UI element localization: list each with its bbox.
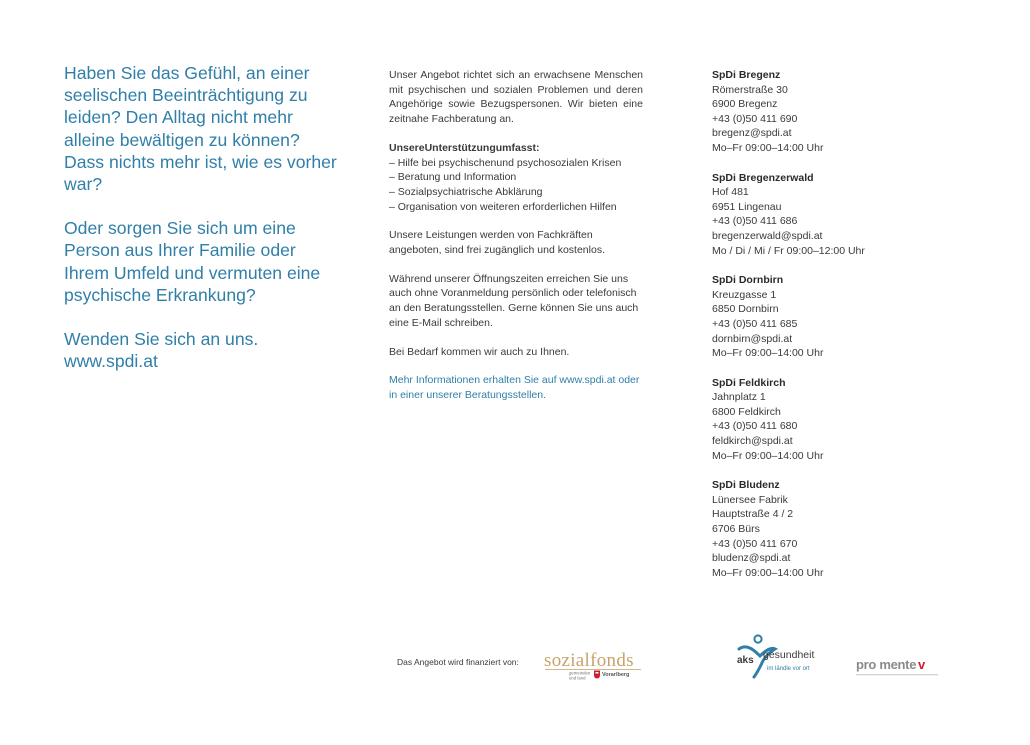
location-street: Römerstraße 30 [712, 83, 788, 96]
location-name: SpDi Feldkirch [712, 376, 786, 389]
pro-mente-logo [856, 654, 946, 689]
support-list [389, 156, 643, 215]
contact-call: Wenden Sie sich an uns. [64, 329, 259, 350]
location-email[interactable]: bregenz@spdi.at [712, 127, 792, 140]
location-dornbirn [712, 273, 912, 361]
location-hours: Mo–Fr 09:00–14:00 Uhr [712, 141, 824, 154]
aks-gesundheit-logo [737, 633, 827, 684]
location-street: Hof 481 [712, 186, 749, 199]
location-name: SpDi Bludenz [712, 479, 780, 492]
location-email[interactable]: feldkirch@spdi.at [712, 435, 793, 448]
location-city: 6900 Bregenz [712, 98, 778, 111]
location-street: Hauptstraße 4 / 2 [712, 508, 794, 521]
svg-text:im ländle vor ort: im ländle vor ort [767, 666, 810, 672]
svg-text:v: v [918, 657, 926, 672]
sozialfonds-logo [543, 645, 643, 690]
location-email[interactable]: bludenz@spdi.at [712, 552, 791, 565]
location-name: SpDi Dornbirn [712, 274, 784, 287]
location-city: 6850 Dornbirn [712, 303, 779, 316]
location-email[interactable]: dornbirn@spdi.at [712, 332, 793, 345]
website-link[interactable]: www.spdi.at [64, 351, 158, 372]
location-phone[interactable]: +43 (0)50 411 685 [712, 317, 798, 330]
location-bregenzerwald [712, 171, 912, 259]
svg-text:und land: und land [569, 675, 586, 681]
location-phone[interactable]: +43 (0)50 411 690 [712, 112, 798, 125]
location-bludenz [712, 478, 912, 580]
offer-intro: Unser Angebot richtet sich an erwachsene Menschen mit psychischen und sozialen Problemen und deren Angehörige sowie Bezugspersonen. Wir bieten eine zeitnahe Fachberatung an. [389, 69, 643, 126]
locations-column [712, 68, 912, 595]
svg-text:Vorarlberg: Vorarlberg [602, 672, 630, 678]
location-hours: Mo / Di / Mi / Fr 09:00–12:00 Uhr [712, 244, 865, 257]
services-text: Unsere Leistungen werden von Fachkräften angeboten, sind frei zugänglich und kostenlos. [389, 229, 605, 257]
intro-column [64, 62, 339, 372]
support-heading: UnsereUnterstützungumfasst: [389, 141, 540, 154]
location-city: 6800 Feldkirch [712, 405, 781, 418]
home-visit-text: Bei Bedarf kommen wir auch zu Ihnen. [389, 345, 570, 358]
opening-hours-text: Während unserer Öffnungszeiten erreichen Sie uns auch ohne Voranmeldung persönlich oder telefonisch an den Beratungsstellen. Gerne können Sie uns auch eine E-Mail schreiben. [389, 272, 639, 329]
intro-question-1: Haben Sie das Gefühl, an einer seelischen Beeinträchtigung zu leiden? Den Alltag nicht mehr alleine bewältigen zu können? Dass nichts mehr ist, wie es vorher war? [64, 63, 337, 195]
more-info-link[interactable]: Mehr Informationen erhalten Sie auf www.spdi.at oder in einer unserer Beratungsstellen. [389, 374, 640, 401]
location-street: Jahnplatz 1 [712, 391, 766, 404]
sponsor-footer [0, 640, 1030, 700]
location-city: 6951 Lingenau [712, 200, 782, 213]
location-email[interactable]: bregenzerwald@spdi.at [712, 229, 823, 242]
support-item: – Hilfe bei psychischenund psychosozialen Krisen [389, 156, 622, 169]
location-building: Lünersee Fabrik [712, 493, 788, 506]
svg-text:gemeinden: gemeinden [569, 670, 591, 676]
svg-text:pro mente: pro mente [856, 657, 917, 672]
location-phone[interactable]: +43 (0)50 411 686 [712, 215, 798, 228]
location-phone[interactable]: +43 (0)50 411 680 [712, 420, 798, 433]
support-item: – Beratung und Information [389, 171, 517, 184]
location-name: SpDi Bregenz [712, 69, 781, 81]
location-hours: Mo–Fr 09:00–14:00 Uhr [712, 566, 824, 579]
financed-by-label: Das Angebot wird finanziert von: [397, 657, 519, 667]
intro-question-2: Oder sorgen Sie sich um eine Person aus Ihrer Familie oder Ihrem Umfeld und vermuten eine psychische Erkrankung? [64, 218, 321, 305]
support-item: – Sozialpsychiatrische Abklärung [389, 185, 543, 198]
location-phone[interactable]: +43 (0)50 411 670 [712, 537, 798, 550]
svg-text:gesundheit: gesundheit [763, 649, 815, 661]
location-hours: Mo–Fr 09:00–14:00 Uhr [712, 449, 824, 462]
location-street: Kreuzgasse 1 [712, 288, 777, 301]
location-name: SpDi Bregenzerwald [712, 171, 814, 184]
support-item: – Organisation von weiteren erforderlichen Hilfen [389, 200, 617, 213]
location-hours: Mo–Fr 09:00–14:00 Uhr [712, 347, 824, 360]
svg-text:sozialfonds: sozialfonds [544, 650, 634, 671]
location-feldkirch [712, 376, 912, 464]
offer-column [389, 68, 643, 417]
svg-text:aks: aks [737, 655, 754, 666]
location-city: 6706 Bürs [712, 523, 760, 536]
location-bregenz [712, 68, 912, 156]
